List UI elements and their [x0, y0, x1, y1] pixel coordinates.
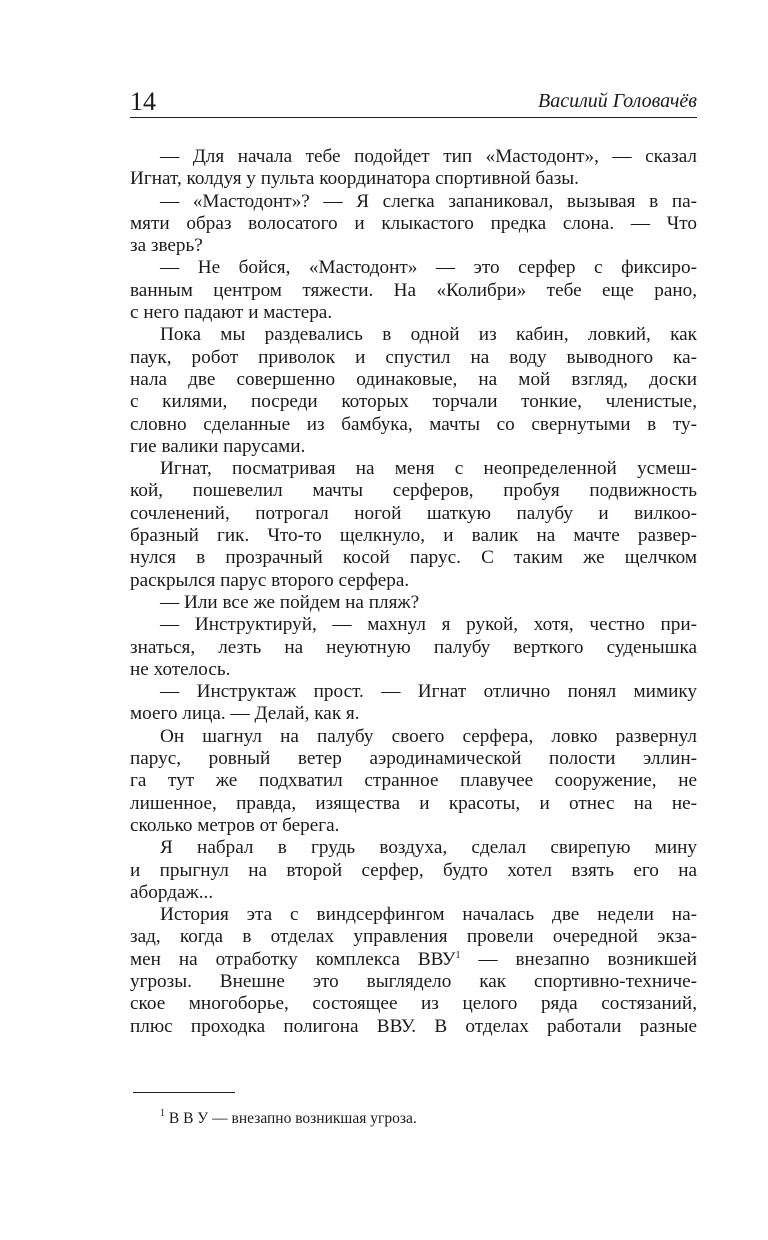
- text-line: с него падают и мастера.: [130, 302, 333, 324]
- text-line: ванным центром тяжести. На «Колибри» тебе еще рано,: [130, 279, 697, 301]
- paragraph: [130, 614, 697, 681]
- text-line: — «Мастодонт»? — Я слегка запаниковал, вызывая в па-: [160, 190, 697, 212]
- text-line: раскрылся парус второго серфера.: [130, 569, 410, 591]
- paragraph: [130, 191, 697, 258]
- running-title: Василий Головачёв: [537, 90, 697, 112]
- text-line: — Не бойся, «Мастодонт» — это серфер с фиксиро-: [160, 257, 697, 279]
- text-line: нулся в прозрачный косой парус. С таким же щелчком: [130, 547, 697, 569]
- text-line: лишенное, правда, изящества и красоты, и отнес на не-: [130, 792, 697, 814]
- paragraph: [130, 146, 697, 191]
- paragraph: [130, 837, 697, 904]
- text-line: мяти образ волосатого и клыкастого предка слона. — Что: [130, 212, 697, 234]
- text-line: парус, ровный ветер аэродинамической полости эллин-: [130, 748, 697, 770]
- text-line: История эта с виндсерфингом началась две недели на-: [160, 904, 697, 926]
- text-line: — Инструктаж прост. — Игнат отлично понял мимику: [160, 681, 697, 703]
- footnote-marker: 1: [160, 1108, 165, 1119]
- text-line: — Инструктируй, — махнул я рукой, хотя, честно при-: [160, 614, 697, 636]
- paragraph: [130, 681, 697, 726]
- text-line: га тут же подхватил странное плавучее сооружение, не: [130, 770, 697, 792]
- paragraph: [130, 592, 697, 614]
- text-line: — Для начала тебе подойдет тип «Мастодонт», — сказал: [160, 146, 697, 167]
- text-line: мен на отработку комплекса ВВУ$^1$ — внезапно возникшей: [130, 948, 697, 970]
- text-line: и прыгнул на второй серфер, будто хотел взять его на: [130, 859, 697, 881]
- page-header: [130, 84, 697, 118]
- page-number: 14: [130, 87, 156, 116]
- text-line: Игнат, колдуя у пульта координатора спортивной базы.: [130, 168, 579, 190]
- text-line: знаться, лезть на неуютную палубу верткого суденышка: [130, 636, 697, 658]
- paragraph: [130, 904, 697, 1038]
- page-body: [130, 146, 697, 1038]
- text-line: не хотелось.: [130, 658, 231, 680]
- paragraph: [130, 324, 697, 458]
- text-line: паук, робот приволок и спустил на воду выводного ка-: [130, 346, 697, 368]
- text-line: Игнат, посматривая на меня с неопределенной усмеш-: [160, 458, 697, 480]
- footnote-divider: [133, 1092, 235, 1093]
- text-line: зад, когда в отделах управления провели очередной экза-: [130, 926, 697, 948]
- text-line: кой, пошевелил мачты серферов, пробуя подвижность: [130, 480, 697, 502]
- text-line: Он шагнул на палубу своего серфера, ловко развернул: [160, 725, 697, 747]
- text-line: — Или все же пойдем на пляж?: [160, 591, 420, 613]
- text-line: Я набрал в грудь воздуха, сделал свирепую мину: [160, 837, 697, 859]
- text-line: плюс проходка полигона ВВУ. В отделах работали разные: [130, 1015, 697, 1037]
- text-line: словно сделанные из бамбука, мачты со свернутыми в ту-: [130, 413, 697, 435]
- text-line: Пока мы раздевались в одной из кабин, ловкий, как: [160, 324, 697, 346]
- paragraph: [130, 726, 697, 837]
- text-line: с килями, посреди которых торчали тонкие, членистые,: [130, 391, 697, 413]
- text-line: нала две совершенно одинаковые, на мой взгляд, доски: [130, 368, 697, 390]
- text-line: угрозы. Внешне это выглядело как спортивно-техниче-: [130, 970, 697, 992]
- footnote: [160, 1110, 417, 1128]
- paragraph: [130, 458, 697, 592]
- text-line: гие валики парусами.: [130, 435, 306, 457]
- footnote-text: В В У — внезапно возникшая угроза.: [168, 1110, 417, 1127]
- text-line: моего лица. — Делай, как я.: [130, 703, 360, 725]
- footnote-ref: 1: [455, 949, 461, 961]
- text-line: за зверь?: [130, 235, 203, 257]
- text-line: абордаж...: [130, 881, 214, 903]
- text-line: сочленений, потрогал ногой шаткую палубу и вилкоо-: [130, 502, 697, 524]
- text-line: ское многоборье, состоящее из целого ряда состязаний,: [130, 993, 697, 1015]
- text-line: сколько метров от берега.: [130, 814, 340, 836]
- paragraph: [130, 257, 697, 324]
- text-line: бразный гик. Что-то щелкнуло, и валик на мачте развер-: [130, 525, 697, 547]
